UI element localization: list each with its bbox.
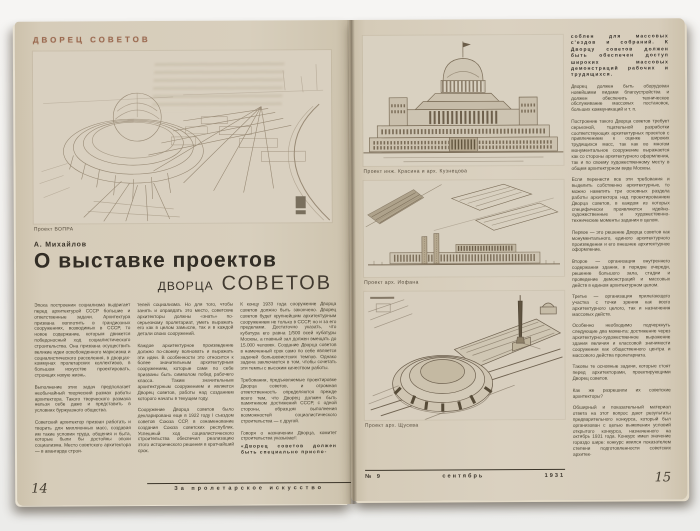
subhead-small: ДВОРЦА: [157, 278, 214, 294]
column-1: [34, 302, 131, 456]
body-columns: [34, 301, 337, 457]
right-footer: [365, 469, 565, 480]
vopra-caption: Проект ВОПРА: [33, 226, 74, 233]
right-page-body: [363, 34, 671, 458]
column-3-quote-bold: «Дворец советов должен быть специально приспо-: [240, 443, 337, 455]
iofan-illustration: [364, 180, 564, 277]
show-through-artifact: [152, 62, 285, 111]
right-column: [571, 34, 671, 457]
krasin-caption: Проект инж. Красина и арх. Кузнецова: [363, 168, 468, 175]
page-right: [349, 18, 688, 501]
footer-rule: [365, 469, 565, 471]
page-left: [15, 20, 352, 506]
right-page-figures: [363, 35, 565, 459]
krasin-kuznetsov-illustration: [363, 35, 564, 166]
issue-line: [365, 472, 565, 479]
vopra-project-illustration: [33, 50, 332, 224]
issue-year: 1931: [544, 472, 566, 479]
column-3-text: К концу 1933 года сооружение Дворца советов должно быть закончено. Дворец советов будет крупнейшим архитектурным сооружением не только в СССР, но и за его пределами. Достаточно указать, что кубатура его равна 1/500 всей кубатуры Москвы, а главный зал должен вмещать до 15.000 человек. Создание Дворца советов в намеченный срок само по себе является задачей большевистских темпов. Однако задача заключается в том, чтобы сочетать эти темпы с высоким качеством работы. Требования, предъявляемые проектировке Дворца советов, и огромная ответственность определяются прежде всего тем, что Дворец должен быть памятником достижений СССР, с одной стороны, образцом выполнения возможностей социалистического строительства — с другой. Говоря о назначении Дворца, комитет строительства указывает:: [240, 301, 337, 441]
article-headline: О выставке проектов: [33, 248, 277, 273]
article-subhead: [34, 272, 332, 297]
journal-title-footer: За пролетарское искусство: [174, 485, 325, 492]
iofan-sketch-svg: [364, 180, 564, 277]
shchusev-sketch-svg: [364, 291, 565, 420]
footer-rule: [147, 482, 351, 484]
shchusev-caption: Проект арх. Щусева: [364, 422, 419, 429]
issue-number: № 9: [365, 473, 383, 480]
column-2: [137, 302, 234, 456]
magazine-spread: [15, 18, 688, 508]
column-1-text: Эпоха построения социализма выдвигает перед архитектурой СССР большие и ответственные задачи. Архитектура призвана воплотить в грандиозных сооружениях, возводимых в СССР, то новое содержание, которым движется победоносный ход социалистического строительства. Она призвана осуществить великие идеи освобожденного марксизма и социалистического расселения, в дворцах-коммунах пролетарских коллективов, в большом искусстве проектировать, строящих новую жизнь. Выполнение этих задач предполагает необычайный творческий размах работы архитектора. Такого творческого размаха нельзя себе даже и представить в условиях буржуазного общества. Советский архитектор призван работать и творить для миллионных масс, создавая им такие условия труда, общения и быта, которые были бы достойны эпохи социализма. Место советского архитектора — в авангарде строи-: [34, 302, 131, 454]
shchusev-illustration: [364, 291, 565, 420]
right-column-quote-bold: соблен для массовых с'ездов и собраний. К Дворцу советов должен быть обеспечен доступ широких массовых демонстраций рабочих и трудящихся.: [570, 34, 670, 79]
page-number-15: 15: [654, 470, 672, 486]
author-byline: А. Михайлов: [33, 241, 87, 249]
issue-month: сентябрь: [442, 472, 485, 480]
subhead-large: СОВЕТОВ: [221, 272, 333, 295]
running-head: ДВОРЕЦ СОВЕТОВ: [32, 35, 151, 45]
krasin-sketch-svg: [363, 35, 564, 166]
left-page-content: [33, 34, 335, 457]
right-column-text: Дворец должен быть оборудован новейшими видами благоустройства и должен обеспечить техническое обслуживание массовых постановок, больших коммуникаций и т. п. Построение такого Дворца советов требует серьезной, тщательной разработки соответствующих архитектурных проектов с привлечением к оценке широких трудящихся масс, так как во многом монументальное сооружение выражается как со стороны архитектурного оформления, так и по своему художественному месту в общем архитектурном виде Москвы. Если перенести все эти требования и выделить собственно архитектурные, то можно наметить три основных раздела работы архитектора над проектированием Дворца советов, в каждом из которых специфически проявляются идейно-художественные и художественно-технические моменты задания в целом. Первое — это решение Дворца советов как монументального, единого архитектурного произведения и его внешнее архитектурное оформление. Второе — организация внутреннего содержания здания, в порядке очереди, решение большого зала, стадии и проведение демонстраций и массовых действ в едином архитектурном целом. Третье — организация прилегающего участка с точки зрения как всего архитектурного целого, так и назначения массовых действ. Особенно необходимо подчеркнуть следующие два момента: достижение через архитектурно-художественное выражение здания величия и классовой значимости сооружения как общественного центра и массового действа пролетариата. Таковы те основные задачи, которые стоят перед архитекторами, проектирующими Дворец советов. Как же разрешили их советские архитекторы? Обширный и показательный материал ответа на этот вопрос дают результаты предварительного конкурса, который был организован с целью выявления условий открытого конкурса, назначенного на октябрь 1931 года. Конкурс имел значение гораздо шире: конкурс явился показателем степени подготовленности советских архитек-: [571, 83, 671, 457]
right-page-content: [363, 34, 671, 458]
iofan-caption: Проект арх. Иофана: [364, 279, 419, 286]
page-number-14: 14: [31, 481, 48, 497]
column-2-text: телей социализма. Но для того, чтобы занять и оправдать это место, советские архитекторы должны «знать» по-серьезному пролетариат, уметь выражать его как в целом замысле, так и в каждой детали своих сооружений. Каждое архитектурное произведение должно по-своему волновать и выражать эти идеи. В особенности это относится к более значительным архитектурным сооружениям, которые сами по себе призваны быть символом побед рабочего класса. Таким значительным архитектурным сооружением и является Дворец советов, работы над созданием которого начаты в текущем году. Сооружение Дворца советов было декларировано еще в 1922 году I съездом советов Союза ССР, в ознаменование создания Союза советских республик. Успешный ход социалистического строительства обеспечил реализацию этого исторического решения в кратчайший срок.: [137, 301, 234, 454]
column-3: [240, 301, 337, 455]
left-footer: [147, 482, 351, 492]
